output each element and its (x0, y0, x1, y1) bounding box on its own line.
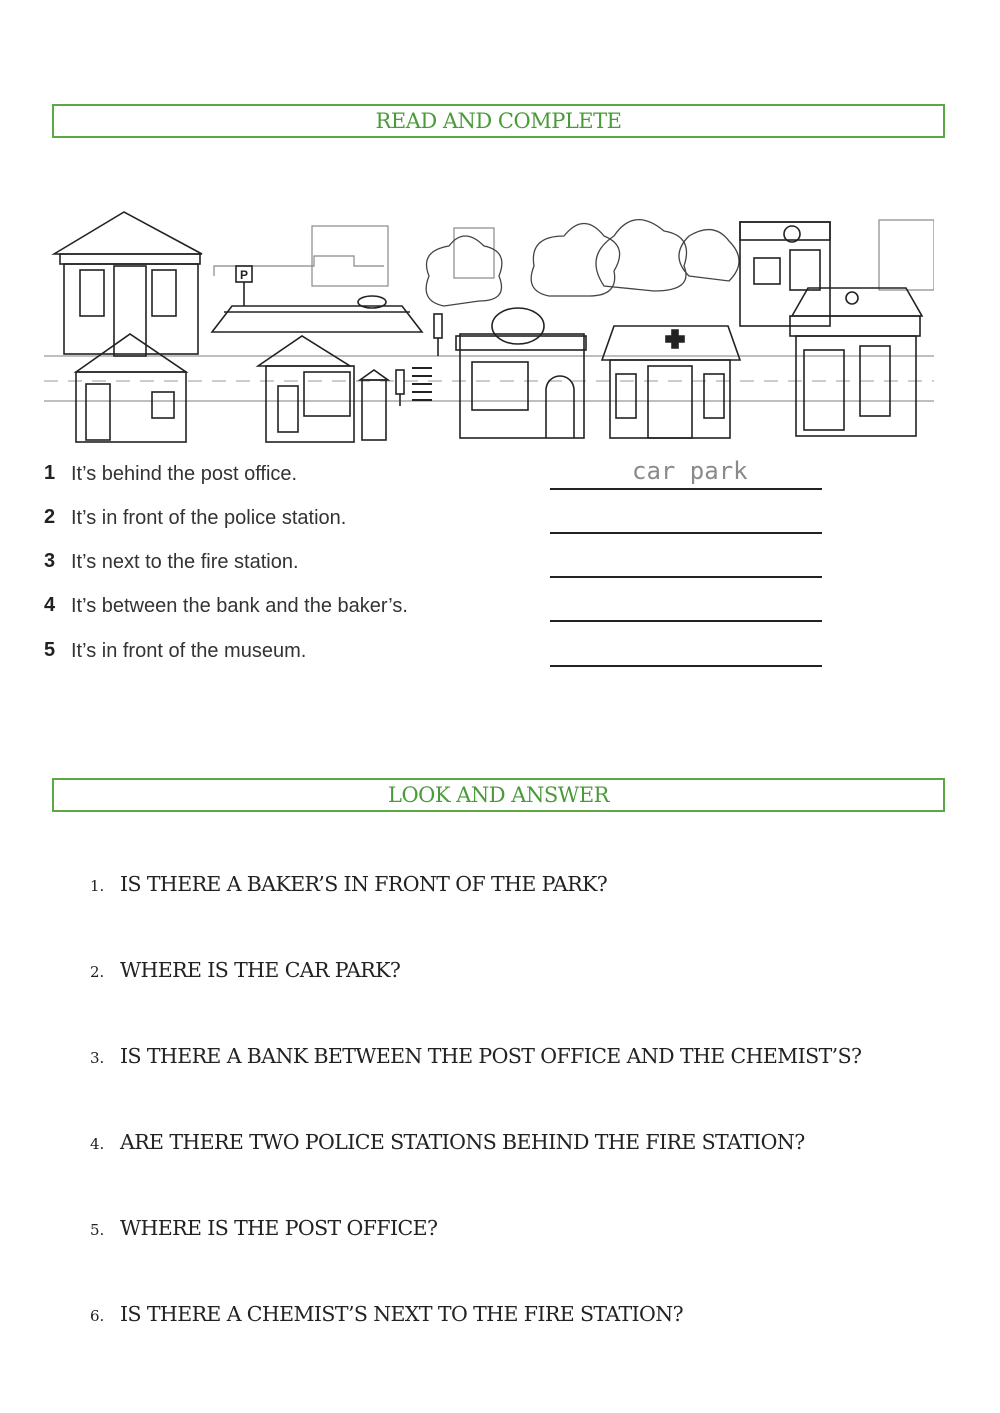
town-illustration (44, 206, 934, 446)
section-title-read-and-complete (52, 104, 945, 138)
exercise-sentence: It’s next to the fire station. (71, 551, 299, 573)
exercise-item (44, 550, 824, 580)
car-park (212, 266, 422, 332)
question-item (90, 1044, 950, 1078)
bank-building (76, 334, 186, 442)
fire-station-building (790, 288, 922, 436)
exercise-sentence: It’s behind the post office. (71, 463, 298, 485)
question-item (90, 1302, 950, 1336)
question-item (90, 872, 950, 906)
question-number: 6. (90, 1307, 105, 1325)
question-item (90, 1130, 950, 1164)
answer-line[interactable] (550, 576, 822, 578)
exercise-number: 3 (44, 550, 56, 572)
exercise-sentence: It’s between the bank and the baker’s. (71, 595, 408, 617)
bakers-building (456, 308, 586, 438)
trees (426, 220, 739, 306)
answer-line[interactable] (550, 488, 822, 490)
exercise-number: 4 (44, 594, 56, 616)
exercise-item (44, 639, 824, 669)
question-text: WHERE IS THE CAR PARK? (120, 958, 401, 982)
exercise-item (44, 594, 824, 624)
section-title-text: READ AND COMPLETE (375, 109, 622, 133)
question-text: IS THERE A BANK BETWEEN THE POST OFFICE AND THE CHEMIST’S? (120, 1044, 862, 1068)
exercise-number: 1 (44, 462, 56, 484)
question-number: 3. (90, 1049, 105, 1067)
exercise-number: 5 (44, 639, 56, 661)
question-text: ARE THERE TWO POLICE STATIONS BEHIND THE FIRE STATION? (120, 1130, 805, 1154)
section-title-text: LOOK AND ANSWER (388, 783, 609, 807)
post-office-building (258, 336, 388, 442)
answer-line[interactable] (550, 665, 822, 667)
police-station-building (740, 222, 830, 326)
exercise-sentence: It’s in front of the police station. (71, 507, 347, 529)
question-number: 4. (90, 1135, 105, 1153)
question-number: 5. (90, 1221, 105, 1239)
parking-sign: P (239, 268, 249, 282)
chemists-building (602, 326, 740, 438)
question-number: 1. (90, 877, 105, 895)
answer-example: car park (632, 457, 748, 485)
museum-building (54, 212, 202, 356)
exercise-item (44, 506, 824, 536)
exercise-sentence: It’s in front of the museum. (71, 640, 307, 662)
background-buildings (214, 220, 934, 290)
section-title-look-and-answer (52, 778, 945, 812)
question-item (90, 1216, 950, 1250)
answer-line[interactable] (550, 620, 822, 622)
question-text: WHERE IS THE POST OFFICE? (120, 1216, 438, 1240)
question-text: IS THERE A CHEMIST’S NEXT TO THE FIRE STATION? (120, 1302, 683, 1326)
question-number: 2. (90, 963, 105, 981)
exercise-number: 2 (44, 506, 56, 528)
question-item (90, 958, 950, 992)
exercise-item (44, 457, 824, 492)
question-text: IS THERE A BAKER’S IN FRONT OF THE PARK? (120, 872, 608, 896)
answer-line[interactable] (550, 532, 822, 534)
